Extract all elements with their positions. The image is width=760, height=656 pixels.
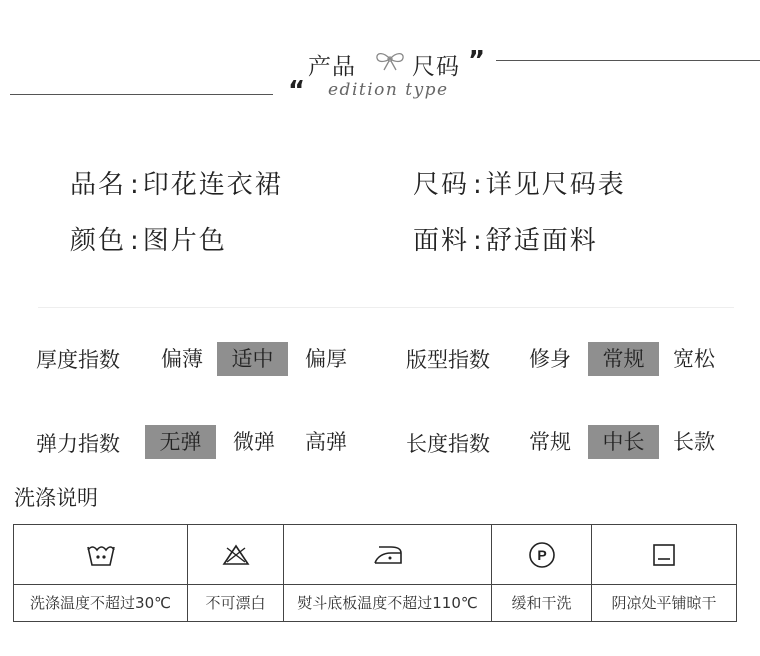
washing-cell-dryclean xyxy=(492,525,592,621)
info-sep: : xyxy=(130,170,139,200)
header-rule-right xyxy=(496,60,760,61)
elasticity-label: 弹力指数 xyxy=(36,432,120,456)
info-sep: : xyxy=(473,226,482,256)
info-size xyxy=(413,164,626,201)
info-fabric xyxy=(413,220,598,257)
quote-close: ” xyxy=(468,46,486,76)
section-divider xyxy=(38,307,734,308)
svg-text:P: P xyxy=(536,547,547,563)
info-sep: : xyxy=(473,170,482,200)
length-option-long: 长款 xyxy=(673,430,715,454)
iron-icon xyxy=(284,537,491,573)
length-option-regular: 常规 xyxy=(529,430,571,454)
washing-label: 不可漂白 xyxy=(205,594,266,612)
elasticity-option-none-selected: 无弹 xyxy=(145,425,216,459)
washing-cell-bleach xyxy=(188,525,284,621)
fit-option-slim: 修身 xyxy=(529,347,571,371)
info-key: 品名 xyxy=(70,170,127,200)
washing-label: 熨斗底板温度不超过110℃ xyxy=(297,594,478,612)
info-key: 颜色 xyxy=(70,226,127,256)
info-key: 面料 xyxy=(413,226,470,256)
info-color xyxy=(70,220,227,257)
washing-cell-iron xyxy=(284,525,492,621)
thickness-option-thick: 偏厚 xyxy=(305,347,347,371)
info-value: 舒适面料 xyxy=(485,226,598,256)
thickness-option-medium-selected: 适中 xyxy=(217,342,288,376)
elasticity-option-high: 高弹 xyxy=(305,430,347,454)
dry-clean-p-icon xyxy=(492,537,591,573)
header-subtitle: edition type xyxy=(328,80,449,100)
no-bleach-icon xyxy=(188,537,283,573)
thickness-label: 厚度指数 xyxy=(36,348,120,372)
washing-label: 洗涤温度不超过30℃ xyxy=(30,594,171,612)
header-title-size: 尺码 xyxy=(412,54,460,80)
length-label: 长度指数 xyxy=(406,432,490,456)
wash-30-icon xyxy=(14,537,187,573)
header-title-product: 产品 xyxy=(308,54,356,80)
elasticity-option-slight: 微弹 xyxy=(233,430,275,454)
washing-table xyxy=(13,524,737,622)
washing-title: 洗涤说明 xyxy=(14,486,98,510)
info-value: 详见尺码表 xyxy=(485,170,626,200)
info-sep: : xyxy=(130,226,139,256)
washing-cell-wash xyxy=(14,525,188,621)
info-key: 尺码 xyxy=(413,170,470,200)
length-option-mid-selected: 中长 xyxy=(588,425,659,459)
washing-label: 阴凉处平铺晾干 xyxy=(611,594,717,612)
header-rule-left xyxy=(10,94,273,95)
fit-label: 版型指数 xyxy=(406,348,490,372)
thickness-option-thin: 偏薄 xyxy=(161,347,203,371)
flat-dry-icon xyxy=(592,537,736,573)
info-value: 图片色 xyxy=(142,226,227,256)
info-value: 印花连衣裙 xyxy=(142,170,283,200)
washing-label: 缓和干洗 xyxy=(511,594,572,612)
bow-icon xyxy=(372,50,408,72)
fit-option-regular-selected: 常规 xyxy=(588,342,659,376)
info-product-name xyxy=(70,164,283,201)
quote-open: “ xyxy=(288,76,306,106)
washing-cell-flatdry xyxy=(592,525,736,621)
fit-option-loose: 宽松 xyxy=(673,347,715,371)
